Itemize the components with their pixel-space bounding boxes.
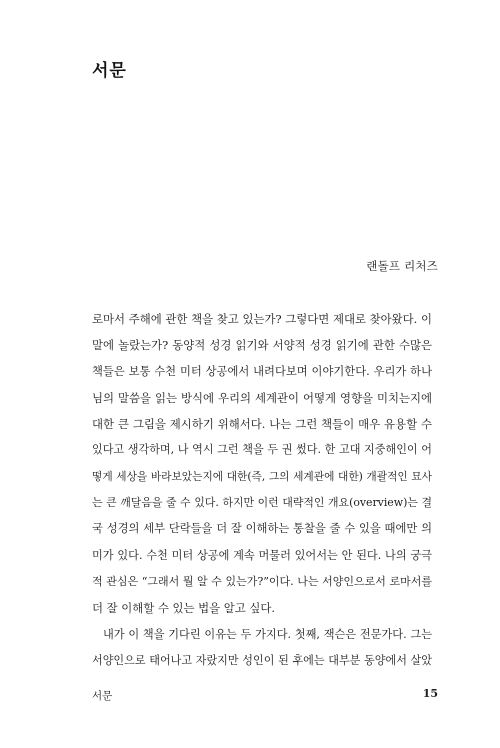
page-number: 15 [422,687,438,700]
body-line: 적 관심은 “그래서 뭘 알 수 있는가?”이다. 나는 서양인으로서 로마서를 [92,574,432,588]
body-line: 대한 큰 그림을 제시하기 위해서다. 나는 그런 책들이 매우 유용할 수 [92,417,432,432]
chapter-title: 서문 [92,61,127,81]
body-line: 내가 이 책을 기다린 이유는 두 가지다. 첫째, 잭슨은 전문가다. 그는 [103,627,432,641]
body-line: 는 큰 깨달음을 줄 수 있다. 하지만 이런 대략적인 개요(overview)는 결 [92,496,432,510]
author-byline: 랜돌프 리처즈 [366,259,438,273]
body-line: 미가 있다. 수천 미터 상공에 계속 머물러 있어서는 안 된다. 나의 궁극 [92,548,432,562]
body-line: 책들은 보통 수천 미터 상공에서 내려다보며 이야기한다. 우리가 하나 [92,364,432,378]
running-title: 서문 [92,690,113,702]
body-line: 로마서 주해에 관한 책을 찾고 있는가? 그렇다면 제대로 찾아왔다. 이 [92,312,432,326]
body-line: 서양인으로 태어나고 자랐지만 성인이 된 후에는 대부분 동양에서 살았 [92,653,432,667]
body-line: 님의 말씀을 읽는 방식에 우리의 세계관이 어떻게 영향을 미치는지에 [92,390,432,405]
body-line: 떻게 세상을 바라보았는지에 대한(즉, 그의 세계관에 대한) 개괄적인 묘사 [92,469,432,483]
body-line: 국 성경의 세부 단락들을 더 잘 이해하는 통찰을 줄 수 있을 때에만 의 [92,522,432,536]
body-line: 있다고 생각하며, 나 역시 그런 책을 두 권 썼다. 한 고대 지중해인이 어 [92,443,432,457]
body-line: 더 잘 이해할 수 있는 법을 알고 싶다. [92,601,276,616]
body-text [92,306,432,674]
body-line: 말에 놀랐는가? 동양적 성경 읽기와 서양적 성경 읽기에 관한 수많은 [92,338,432,353]
